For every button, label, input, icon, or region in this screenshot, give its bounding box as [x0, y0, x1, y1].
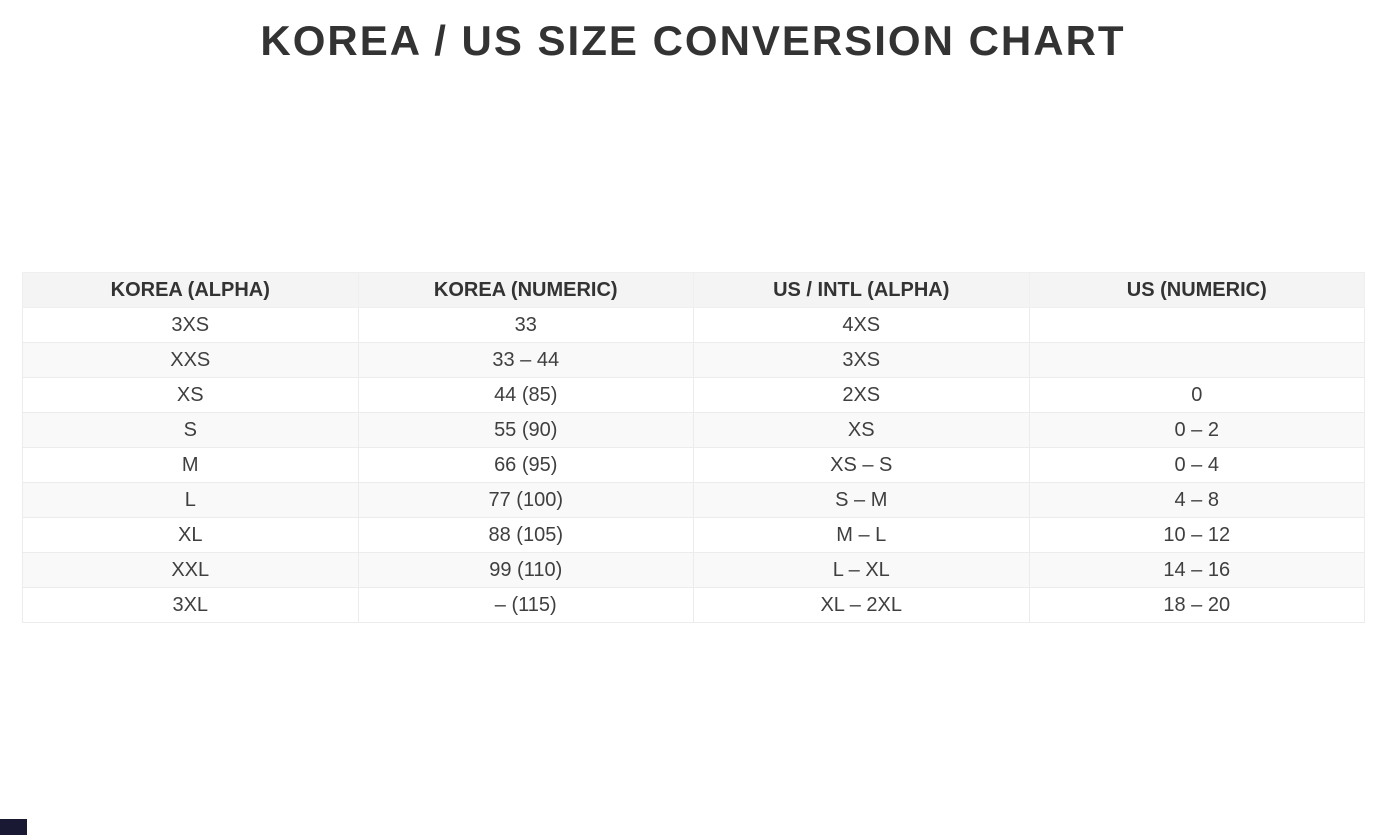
table-cell: 77 (100)	[358, 483, 694, 518]
page-title: KOREA / US SIZE CONVERSION CHART	[260, 17, 1126, 64]
table-cell	[1029, 308, 1365, 343]
table-cell: 44 (85)	[358, 378, 694, 413]
table-row	[23, 378, 1365, 413]
table-cell: 99 (110)	[358, 553, 694, 588]
header-row	[23, 273, 1365, 308]
bottom-left-dark-box	[0, 819, 27, 835]
table-cell: L – XL	[694, 553, 1030, 588]
table-cell: XS	[23, 378, 359, 413]
table-cell: 33 – 44	[358, 343, 694, 378]
table-cell: 14 – 16	[1029, 553, 1365, 588]
table-cell: XXL	[23, 553, 359, 588]
column-header: US (NUMERIC)	[1029, 273, 1365, 308]
table-cell: M – L	[694, 518, 1030, 553]
table-row	[23, 588, 1365, 623]
table-cell: 4 – 8	[1029, 483, 1365, 518]
table-cell: XXS	[23, 343, 359, 378]
table-cell: M	[23, 448, 359, 483]
table-row	[23, 448, 1365, 483]
table-cell: S	[23, 413, 359, 448]
table-row	[23, 553, 1365, 588]
table-cell: 0 – 4	[1029, 448, 1365, 483]
table-cell: 33	[358, 308, 694, 343]
column-header: KOREA (ALPHA)	[23, 273, 359, 308]
table-cell: 3XS	[694, 343, 1030, 378]
table-cell: XL – 2XL	[694, 588, 1030, 623]
table-cell	[1029, 343, 1365, 378]
table-cell: 66 (95)	[358, 448, 694, 483]
table-cell: 0	[1029, 378, 1365, 413]
table-cell: S – M	[694, 483, 1030, 518]
table-cell: 3XS	[23, 308, 359, 343]
table-cell: L	[23, 483, 359, 518]
table-row	[23, 343, 1365, 378]
table-cell: XS – S	[694, 448, 1030, 483]
table-cell: 0 – 2	[1029, 413, 1365, 448]
table-row	[23, 413, 1365, 448]
table-row	[23, 518, 1365, 553]
table-cell: 4XS	[694, 308, 1030, 343]
table-cell: XL	[23, 518, 359, 553]
table-cell: 88 (105)	[358, 518, 694, 553]
table-cell: – (115)	[358, 588, 694, 623]
table-header	[23, 273, 1365, 308]
size-conversion-table	[22, 272, 1365, 623]
table-body	[23, 308, 1365, 623]
table-cell: XS	[694, 413, 1030, 448]
table-row	[23, 483, 1365, 518]
table-cell: 18 – 20	[1029, 588, 1365, 623]
table-row	[23, 308, 1365, 343]
table-cell: 3XL	[23, 588, 359, 623]
table-cell: 2XS	[694, 378, 1030, 413]
column-header: US / INTL (ALPHA)	[694, 273, 1030, 308]
table-cell: 55 (90)	[358, 413, 694, 448]
column-header: KOREA (NUMERIC)	[358, 273, 694, 308]
table-cell: 10 – 12	[1029, 518, 1365, 553]
conversion-table	[22, 272, 1365, 623]
